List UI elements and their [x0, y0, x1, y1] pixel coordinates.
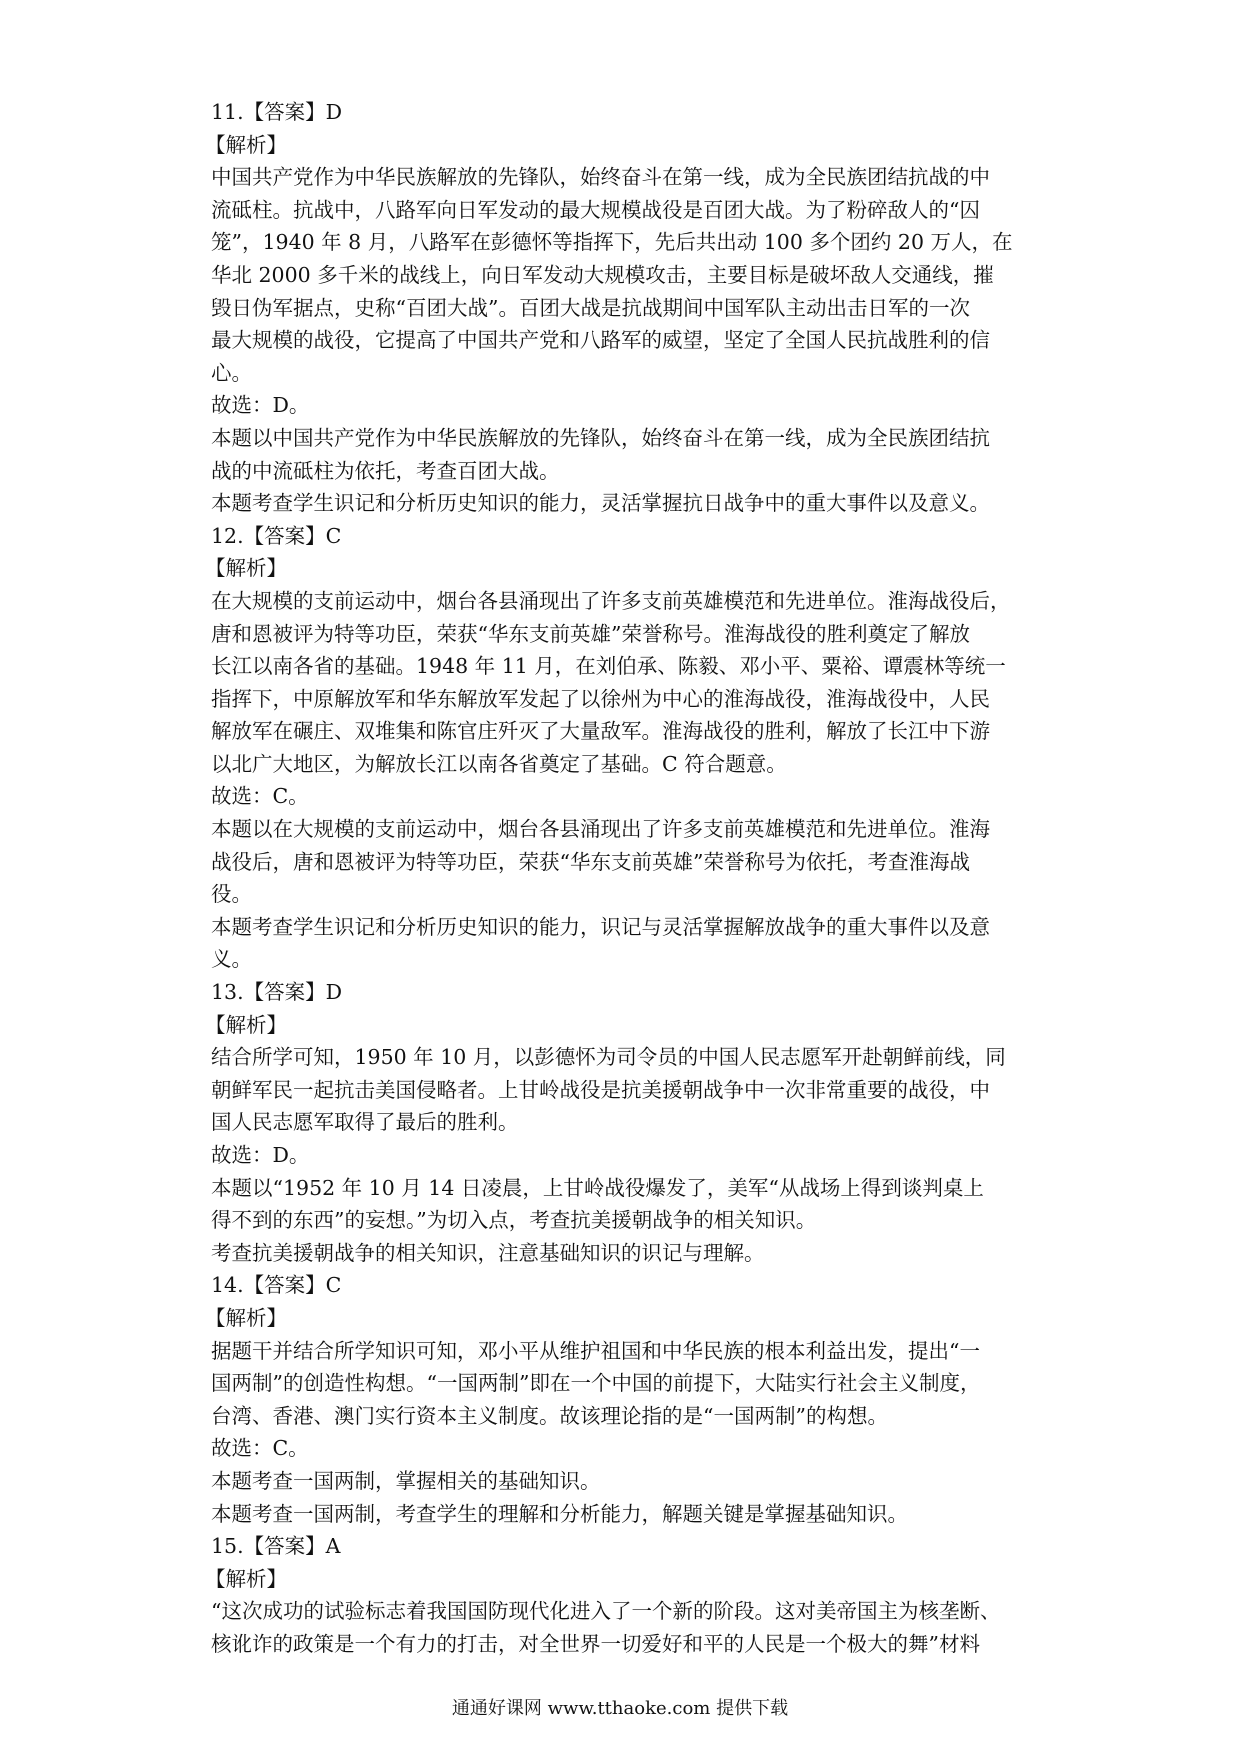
- text-line: 结合所学可知，1950 年 10 月，以彭德怀为司令员的中国人民志愿军开赴朝鲜前线，同: [211, 1045, 1006, 1070]
- text-line: 最大规模的战役，它提高了中国共产党和八路军的威望，坚定了全国人民抗战胜利的信: [211, 328, 990, 353]
- text-line: 解放军在碾庄、双堆集和陈官庄歼灭了大量敌军。淮海战役的胜利，解放了长江中下游: [211, 719, 990, 744]
- answer-text-body: [205, 96, 1051, 1661]
- text-line: 朝鲜军民一起抗击美国侵略者。上甘岭战役是抗美援朝战争中一次非常重要的战役，中: [211, 1077, 990, 1102]
- text-line: 故选：C。: [211, 784, 309, 809]
- text-line: 得不到的东西”的妄想。”为切入点，考查抗美援朝战争的相关知识。: [211, 1208, 817, 1233]
- text-line: 战的中流砥柱为依托，考查百团大战。: [211, 458, 560, 483]
- text-line: 本题考查学生识记和分析历史知识的能力，识记与灵活掌握解放战争的重大事件以及意: [211, 914, 990, 939]
- analysis-label: 【解析】: [205, 1305, 287, 1330]
- text-line: 国人民志愿军取得了最后的胜利。: [211, 1110, 519, 1135]
- text-line: 台湾、香港、澳门实行资本主义制度。故该理论指的是“一国两制”的构想。: [211, 1403, 888, 1428]
- text-line: 以北广大地区，为解放长江以南各省奠定了基础。C 符合题意。: [211, 751, 787, 776]
- text-line: 国两制”的创造性构想。“一国两制”即在一个中国的前提下，大陆实行社会主义制度，: [211, 1371, 981, 1396]
- text-line: 故选：C。: [211, 1436, 309, 1461]
- text-line: 本题考查学生识记和分析历史知识的能力，灵活掌握抗日战争中的重大事件以及意义。: [211, 491, 990, 516]
- analysis-label: 【解析】: [205, 1566, 287, 1591]
- text-line: 故选：D。: [211, 1143, 310, 1167]
- text-line: 战役后，唐和恩被评为特等功臣，荣获“华东支前英雄”荣誉称号为依托，考查淮海战: [211, 849, 970, 874]
- page-footer: 通通好课网 www.tthaoke.com 提供下载: [451, 1698, 789, 1719]
- text-line: 唐和恩被评为特等功臣，荣获“华东支前英雄”荣誉称号。淮海战役的胜利奠定了解放: [211, 621, 970, 646]
- text-line: 本题考查一国两制，考查学生的理解和分析能力，解题关键是掌握基础知识。: [211, 1501, 908, 1526]
- text-line: 中国共产党作为中华民族解放的先锋队，始终奋斗在第一线，成为全民族团结抗战的中: [211, 165, 990, 190]
- text-line: 毁日伪军据点，史称“百团大战”。百团大战是抗战期间中国军队主动出击日军的一次: [211, 295, 970, 320]
- text-line: 流砥柱。抗战中，八路军向日军发动的最大规模战役是百团大战。为了粉碎敌人的“囚: [211, 197, 980, 222]
- text-line: 义。: [211, 947, 252, 972]
- answer-heading: 14.【答案】C: [211, 1273, 342, 1298]
- text-line: 在大规模的支前运动中，烟台各县涌现出了许多支前英雄模范和先进单位。淮海战役后，: [211, 588, 1011, 613]
- text-line: 故选：D。: [211, 393, 310, 418]
- analysis-label: 【解析】: [205, 1012, 287, 1037]
- text-line: 本题以在大规模的支前运动中，烟台各县涌现出了许多支前英雄模范和先进单位。淮海: [211, 817, 990, 842]
- text-line: “这次成功的试验标志着我国国防现代化进入了一个新的阶段。这对美帝国主为核垄断、: [211, 1599, 1001, 1624]
- answer-heading: 15.【答案】A: [211, 1534, 341, 1559]
- text-line: 本题以“1952 年 10 月 14 日凌晨，上甘岭战役爆发了，美军“从战场上得到谈判桌上: [211, 1175, 984, 1200]
- text-line: 长江以南各省的基础。1948 年 11 月，在刘伯承、陈毅、邓小平、粟裕、谭震林等统一: [211, 654, 1006, 679]
- text-line: 本题以中国共产党作为中华民族解放的先锋队，始终奋斗在第一线，成为全民族团结抗: [211, 425, 990, 450]
- analysis-label: 【解析】: [205, 556, 287, 581]
- text-line: 役。: [211, 882, 252, 907]
- text-line: 心。: [211, 360, 252, 385]
- analysis-label: 【解析】: [205, 132, 287, 157]
- text-line: 本题考查一国两制，掌握相关的基础知识。: [211, 1468, 601, 1493]
- text-line: 据题干并结合所学知识可知，邓小平从维护祖国和中华民族的根本利益出发，提出“一: [211, 1338, 980, 1363]
- text-line: 核讹诈的政策是一个有力的打击，对全世界一切爱好和平的人民是一个极大的舞”材料: [211, 1631, 980, 1656]
- text-line: 笼”，1940 年 8 月，八路军在彭德怀等指挥下，先后共出动 100 多个团约 20 万人，在: [211, 230, 1013, 255]
- answer-heading: 12.【答案】C: [211, 523, 342, 548]
- answer-heading: 11.【答案】D: [211, 100, 343, 124]
- text-line: 考查抗美援朝战争的相关知识，注意基础知识的识记与理解。: [211, 1240, 765, 1265]
- answer-heading: 13.【答案】D: [211, 980, 343, 1005]
- text-line: 指挥下，中原解放军和华东解放军发起了以徐州为中心的淮海战役，淮海战役中，人民: [211, 686, 990, 711]
- text-line: 华北 2000 多千米的战线上，向日军发动大规模攻击，主要目标是破坏敌人交通线，摧: [211, 262, 994, 287]
